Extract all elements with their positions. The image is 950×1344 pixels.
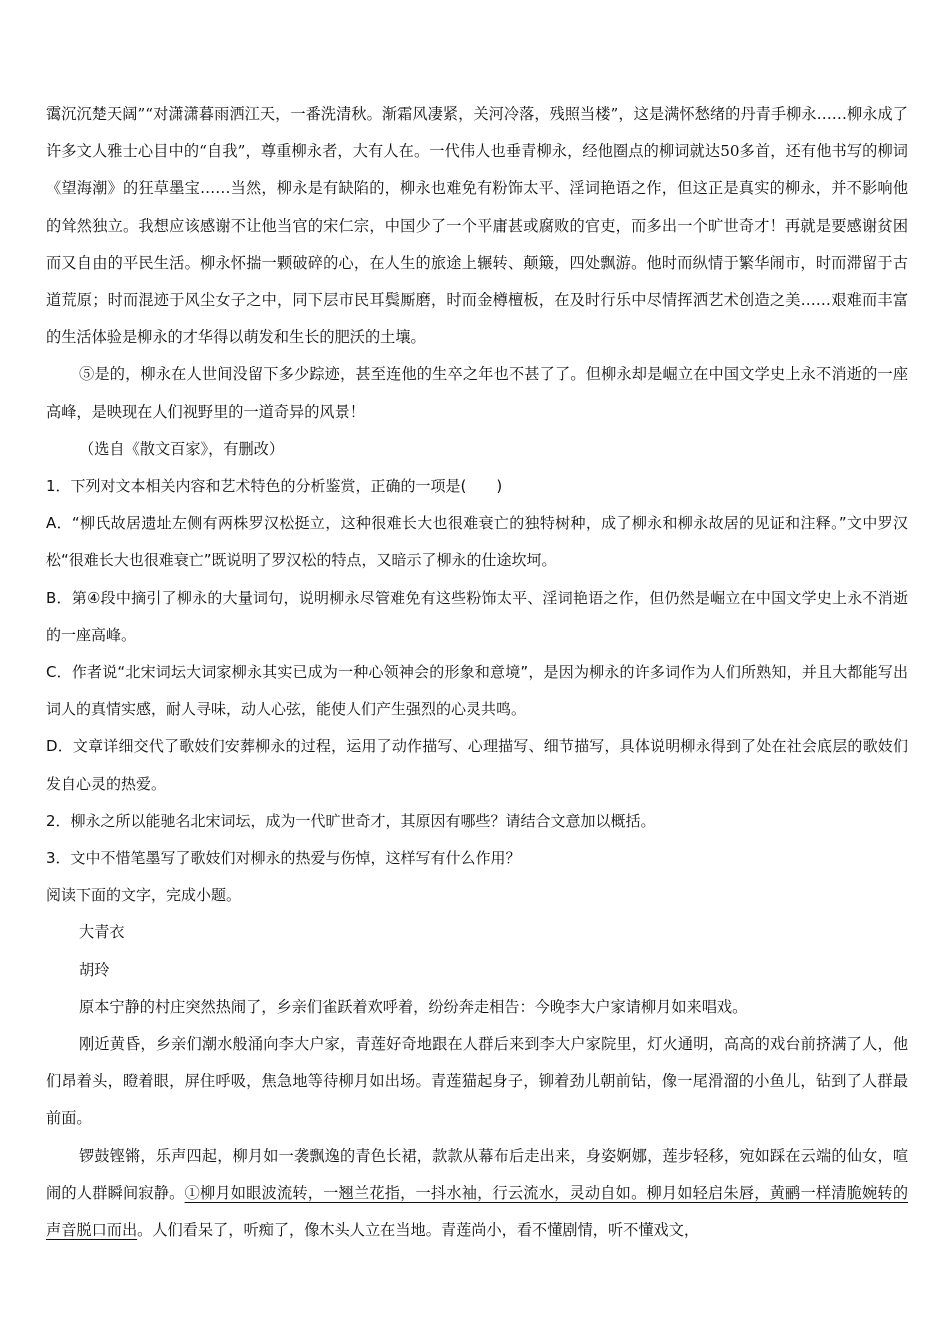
story-paragraph-2: 刚近黄昏，乡亲们潮水般涌向李大户家，青莲好奇地跟在人群后来到李大户家院里，灯火通明，高高的戏台前挤满了人，他们昂着头，瞪着眼，屏住呼吸，焦急地等待柳月如出场。青莲猫起身子，铆着劲儿朝前钻，像一尾滑溜的小鱼儿，钻到了人群最前面。 [46,1035,908,1128]
question-1-option-b: B．第④段中摘引了柳永的大量词句，说明柳永尽管难免有这些粉饰太平、淫词艳语之作，但仍然是崛立在中国文学史上永不消逝的一座高峰。 [46,588,908,644]
passage-paragraph-5: ⑤是的，柳永在人世间没留下多少踪迹，甚至连他的生卒之年也不甚了了。但柳永却是崛立在中国文学史上永不消逝的一座高峰，是映现在人们视野里的一道奇异的风景！ [46,365,908,421]
story-paragraph-3-end: 。人们看呆了，听痴了，像木头人立在当地。青莲尚小，看不懂剧情，听不懂戏文， [137,1221,700,1240]
underlined-sentence-1: ①柳月如眼波流转，一翘兰花指，一抖水袖，行云流水，灵动自如。柳月如轻启朱唇，黄鹂一样清脆婉转的声音脱口而出 [46,1183,909,1240]
passage-paragraph-4: 霭沉沉楚天阔”“对潇潇暮雨洒江天，一番洗清秋。渐霜风凄紧，关河冷落，残照当楼”，这是满怀愁绪的丹青手柳永……柳永成了许多文人雅士心目中的“自我”，尊重柳永者，大有人在。一代伟人也垂青柳永，经他圈点的柳词就达50多首，还有他书写的柳词《望海潮》的狂草墨宝……当然，柳永是有缺陷的，柳永也难免有粉饰太平、淫词艳语之作，但这正是真实的柳永，并不影响他的耸然独立。我想应该感谢不让他当官的宋仁宗，中国少了一个平庸甚或腐败的官吏，而多出一个旷世奇才！再就是要感谢贫困而又自由的平民生活。柳永怀揣一颗破碎的心，在人生的旅途上辗转、颠簸，四处飘游。他时而纵情于繁华闹市，时而滞留于古道荒原；时而混迹于风尘女子之中，同下层市民耳鬓厮磨，时而金樽檀板，在及时行乐中尽情挥洒艺术创造之美……艰难而丰富的生活体验是柳永的才华得以萌发和生长的肥沃的土壤。 [46,105,908,347]
question-1-stem: 1．下列对文本相关内容和艺术特色的分析鉴赏，正确的一项是( ) [46,477,503,496]
story-author: 胡玲 [79,960,110,979]
story-paragraph-3 [46,1138,908,1250]
question-1-option-a: A．“柳氏故居遗址左侧有两株罗汉松挺立，这种很难长大也很难衰亡的独特树种，成了柳永和柳永故居的见证和注释。”文中罗汉松“很难长大也很难衰亡”既说明了罗汉松的特点，又暗示了柳永的仕途坎坷。 [46,514,908,570]
story-paragraph-1: 原本宁静的村庄突然热闹了，乡亲们雀跃着欢呼着，纷纷奔走相告：今晚李大户家请柳月如来唱戏。 [79,997,748,1016]
question-3: 3．文中不惜笔墨写了歌妓们对柳永的热爱与伤悼，这样写有什么作用？ [46,849,521,868]
story-paragraph-3-start: 锣鼓铿锵，乐声四起，柳月如一袭飘逸的青色长裙，款款从幕布后走出来，身姿婀娜，莲步轻移，宛如踩在云端的仙女，喧闹的人群瞬间寂静。 [46,1146,908,1202]
story-title: 大青衣 [79,923,125,942]
question-1-option-d: D．文章详细交代了歌妓们安葬柳永的过程，运用了动作描写、心理描写、细节描写，具体说明柳永得到了处在社会底层的歌妓们发自心灵的热爱。 [46,737,908,793]
reading-instruction: 阅读下面的文字，完成小题。 [46,886,242,905]
document-page [46,96,908,1249]
question-2: 2．柳永之所以能驰名北宋词坛，成为一代旷世奇才，其原因有哪些？请结合文意加以概括。 [46,811,656,830]
question-1-option-c: C．作者说“北宋词坛大词家柳永其实已成为一种心领神会的形象和意境”，是因为柳永的许多词作为人们所熟知，并且大都能写出词人的真情实感，耐人寻味，动人心弦，能使人们产生强烈的心灵共鸣。 [46,663,908,719]
source-note: （选自《散文百家》，有删改） [79,439,285,458]
